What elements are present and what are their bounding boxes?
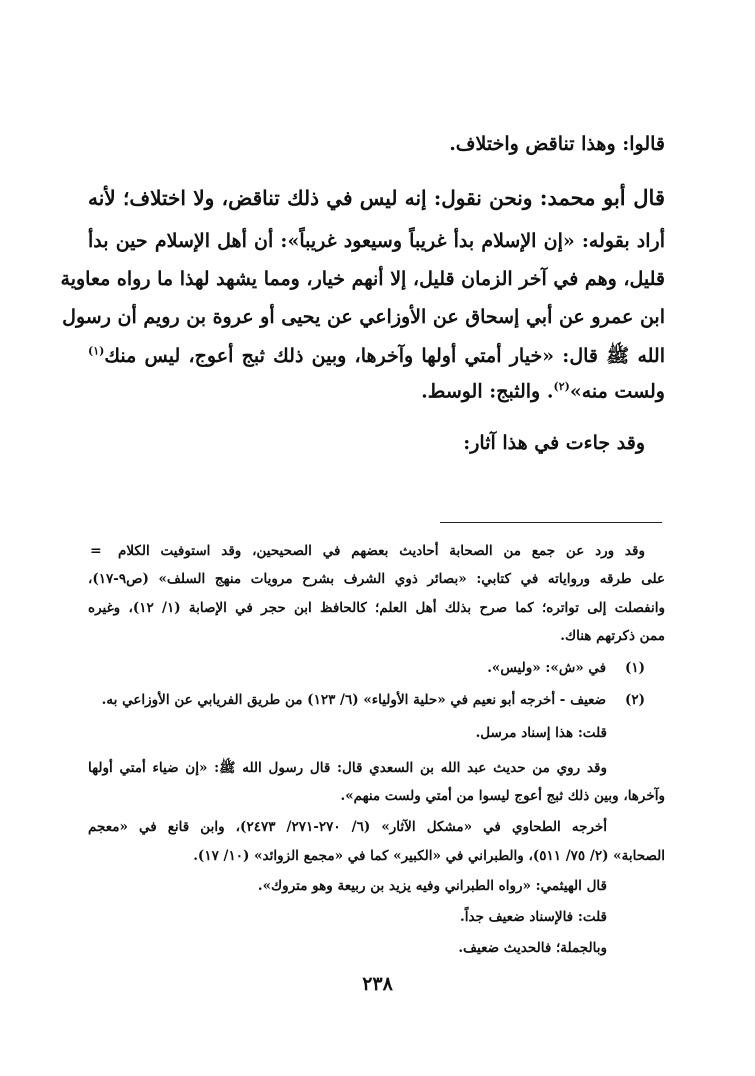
footnote-separator [440, 522, 662, 523]
main-line-6 [88, 344, 665, 372]
main-line-8: وقد جاءت في هذا آثار: [463, 432, 645, 454]
main-line-7-a: ولست منه» [569, 380, 665, 403]
footnote-ref-1: (١) [88, 344, 105, 358]
fn2-line-2: قلت: هذا إسناد مرسل. [475, 725, 607, 741]
fn2-line-7: قال الهيثمي: «رواه الطبراني وفيه يزيد بن ربيعة وهو متروك». [257, 878, 607, 894]
fn2-line-8: قلت: فالإسناد ضعيف جداً. [460, 909, 607, 925]
footnote-2 [102, 692, 645, 708]
fn2-line-5: أخرجه الطحاوي في «مشكل الآثار» (٦/ ٢٧٠-٢٧١/ ٢٤٧٣)، وابن قانع في «معجم [88, 819, 607, 835]
footnote-1-text: في «ش»: «وليس». [487, 660, 607, 676]
main-line-2 [88, 185, 665, 210]
fn-cont-line-2: على طرقه ورواياته في كتابي: «بصائر ذوي الشرف بشرح مرويات منهج السلف» (ص٩-١٧)، [88, 571, 665, 587]
continuation-mark: = [90, 543, 102, 559]
fn-cont-line-4: ممن ذكرتهم هناك. [560, 628, 665, 644]
fn2-line-3: وقد روي من حديث عبد الله بن السعدي قال: قال رسول الله ﷺ: «إن ضياء أمتي أولها [88, 760, 607, 776]
page-number: ٢٣٨ [362, 973, 393, 995]
main-line-2-text: ونحن نقول: إنه ليس في ذلك تناقض، ولا اختلاف؛ لأنه [88, 186, 540, 210]
footnote-2-text: ضعيف - أخرجه أبو نعيم في «حلية الأولياء» (٦/ ١٢٣) من طريق الفريابي عن الأوزاعي به. [101, 692, 607, 708]
main-line-1: قالوا: وهذا تناقض واختلاف. [449, 133, 665, 155]
footnote-ref-2: (٢) [553, 380, 570, 393]
main-line-6-text: الله ﷺ قال: «خيار أمتي أولها وآخرها، وبين ذلك ثبج أعوج، ليس منك [104, 345, 665, 367]
fn2-line-9: وبالجملة؛ فالحديث ضعيف. [458, 940, 607, 956]
main-line-7-b: . والثبج: الوسط. [421, 380, 554, 403]
fn-cont-line-1: وقد ورد عن جمع من الصحابة أحاديث بعضهم في الصحيحين، وقد استوفيت الكلام [118, 543, 645, 559]
footnote-2-number: (٢) [624, 692, 645, 708]
main-line-3: أراد بقوله: «إن الإسلام بدأ غريباً وسيعود غريباً»: أن أهل الإسلام حين بدأ [88, 230, 665, 252]
speaker-name: قال أبو محمد: [539, 185, 665, 210]
main-line-7 [421, 380, 665, 402]
fn2-line-4: وآخرها، وبين ذلك ثبج أعوج ليسوا من أمتي ولست منهم». [340, 788, 665, 804]
fn-cont-line-3: وانفصلت إلى تواتره؛ كما صرح بذلك أهل العلم؛ كالحافظ ابن حجر في الإصابة (١/ ١٢)، وغيره [88, 600, 665, 616]
footnote-1-number: (١) [624, 660, 645, 676]
footnote-1 [487, 660, 645, 676]
main-line-4: قليل، وهم في آخر الزمان قليل، إلا أنهم خيار، ومما يشهد لهذا ما رواه معاوية [60, 268, 665, 290]
main-line-5: ابن عمرو عن أبي إسحاق عن الأوزاعي عن يحيى أو عروة بن رويم أن رسول [62, 306, 665, 328]
fn2-line-6: الصحابة» (٢/ ٧٥/ ٥١١)، والطبراني في «الكبير» كما في «مجمع الزوائد» (١٠/ ١٧). [193, 848, 665, 864]
